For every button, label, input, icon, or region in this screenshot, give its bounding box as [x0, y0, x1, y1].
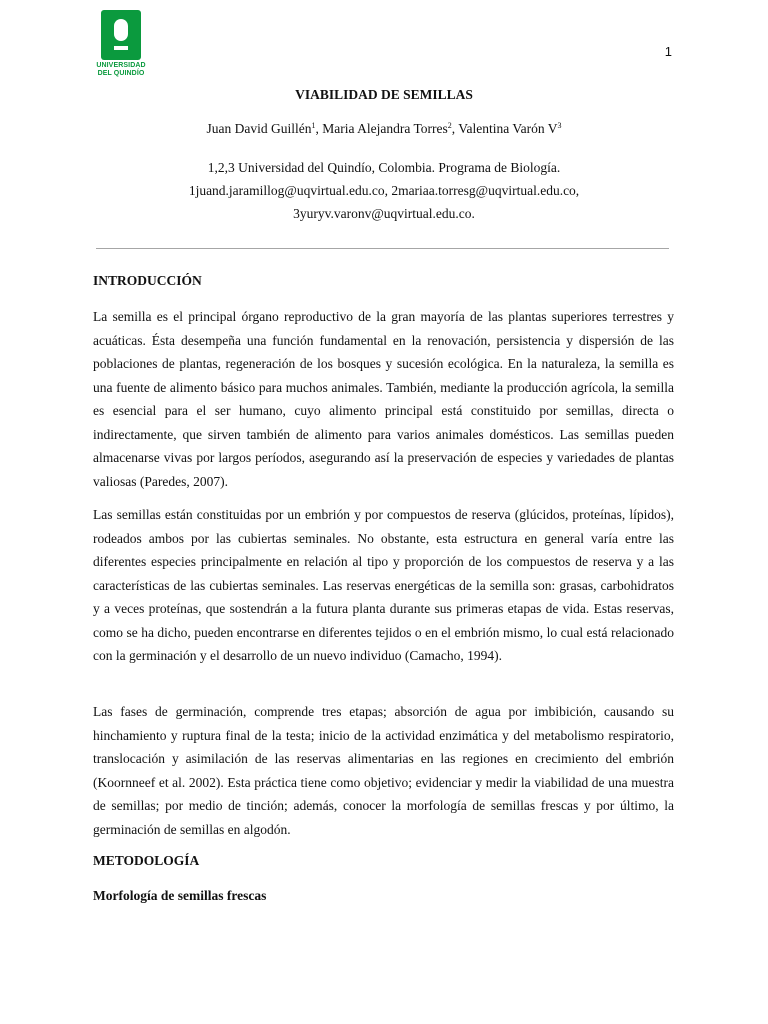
section-heading-introduccion: INTRODUCCIÓN — [93, 273, 202, 288]
logo-text-line1: UNIVERSIDAD — [96, 62, 146, 69]
author-affiliation-mark: 1 — [311, 121, 316, 130]
paragraph: Las semillas están constituidas por un embrión y por compuestos de reserva (glúcidos, proteínas, lípidos), rodeados ambos por las cubiertas seminales. No obstante, esta estructura en general varía entre las diferentes especies principalmente en relación al tipo y proporción de los compuestos de reserva y a las características de las cubiertas seminales. Las reservas energéticas de la semilla son: grasas, carbohidratos y a veces proteínas, que sostendrán a la futura planta durante sus primeras etapas de vida. Estas reservas, como se ha dicho, pueden encontrarse en diferentes tejidos o en el embrión mismo, lo cual está relacionado con la germinación y el desarrollo de un nuevo individuo (Camacho, 1994). — [93, 507, 674, 663]
author-name: Maria Alejandra Torres — [322, 121, 448, 136]
header-divider — [96, 248, 669, 249]
email-line: 3yuryv.varonv@uqvirtual.edu.co. — [293, 206, 475, 221]
university-logo-icon — [101, 10, 141, 60]
page-number: 1 — [664, 44, 672, 59]
author-name: Juan David Guillén — [206, 121, 312, 136]
logo-text-line2: DEL QUINDÍO — [97, 70, 145, 77]
paragraph: La semilla es el principal órgano reproductivo de la gran mayoría de las plantas superiores terrestres y acuáticas. Ésta desempeña una función fundamental en la renovación, persistencia y dispersión de las poblaciones de plantas, regeneración de los bosques y sucesión ecológica. En la naturaleza, la semilla es una fuente de alimento básico para muchos animales. También, mediante la producción agrícola, la semilla es esencial para el ser humano, cuyo alimento principal está constituido por semillas, directa o indirectamente, que sirven también de alimento para varios animales domésticos. Las semillas pueden almacenarse vivas por largos períodos, asegurando así la preservación de especies y variedades de plantas valiosas (Paredes, 2007). — [93, 309, 674, 489]
paragraph: Las fases de germinación, comprende tres etapas; absorción de agua por imbibición, causando su hinchamiento y ruptura final de la testa; inicio de la actividad enzimática y del metabolismo respiratorio, translocación y asimilación de las reservas alimentarias en las regiones en crecimiento del embrión (Koornneef et al. 2002). Esta práctica tiene como objetivo; evidenciar y medir la viabilidad de una muestra de semillas; por medio de tinción; además, conocer la morfología de semillas frescas y por último, la germinación de semillas en algodón. — [93, 704, 674, 837]
affiliation-block — [0, 156, 768, 225]
email-line: 1juand.jaramillog@uqvirtual.edu.co, 2mariaa.torresg@uqvirtual.edu.co, — [188, 183, 580, 198]
affiliation-line: 1,2,3 Universidad del Quindío, Colombia. Programa de Biología. — [207, 160, 561, 175]
author-affiliation-mark: 2 — [447, 121, 452, 130]
author-list: Juan David Guillén$^1$, Maria Alejandra Torres$^2$, Valentina Varón $V^3$ — [206, 121, 562, 136]
author-name: Valentina Varón V — [458, 121, 558, 136]
university-logo-text — [88, 62, 154, 78]
author-affiliation-mark: 3 — [557, 121, 562, 130]
university-logo — [88, 10, 154, 78]
subsection-heading: Morfología de semillas frescas — [93, 888, 267, 903]
section-heading-metodologia: METODOLOGÍA — [93, 853, 200, 868]
paper-title: VIABILIDAD DE SEMILLAS — [295, 87, 473, 102]
